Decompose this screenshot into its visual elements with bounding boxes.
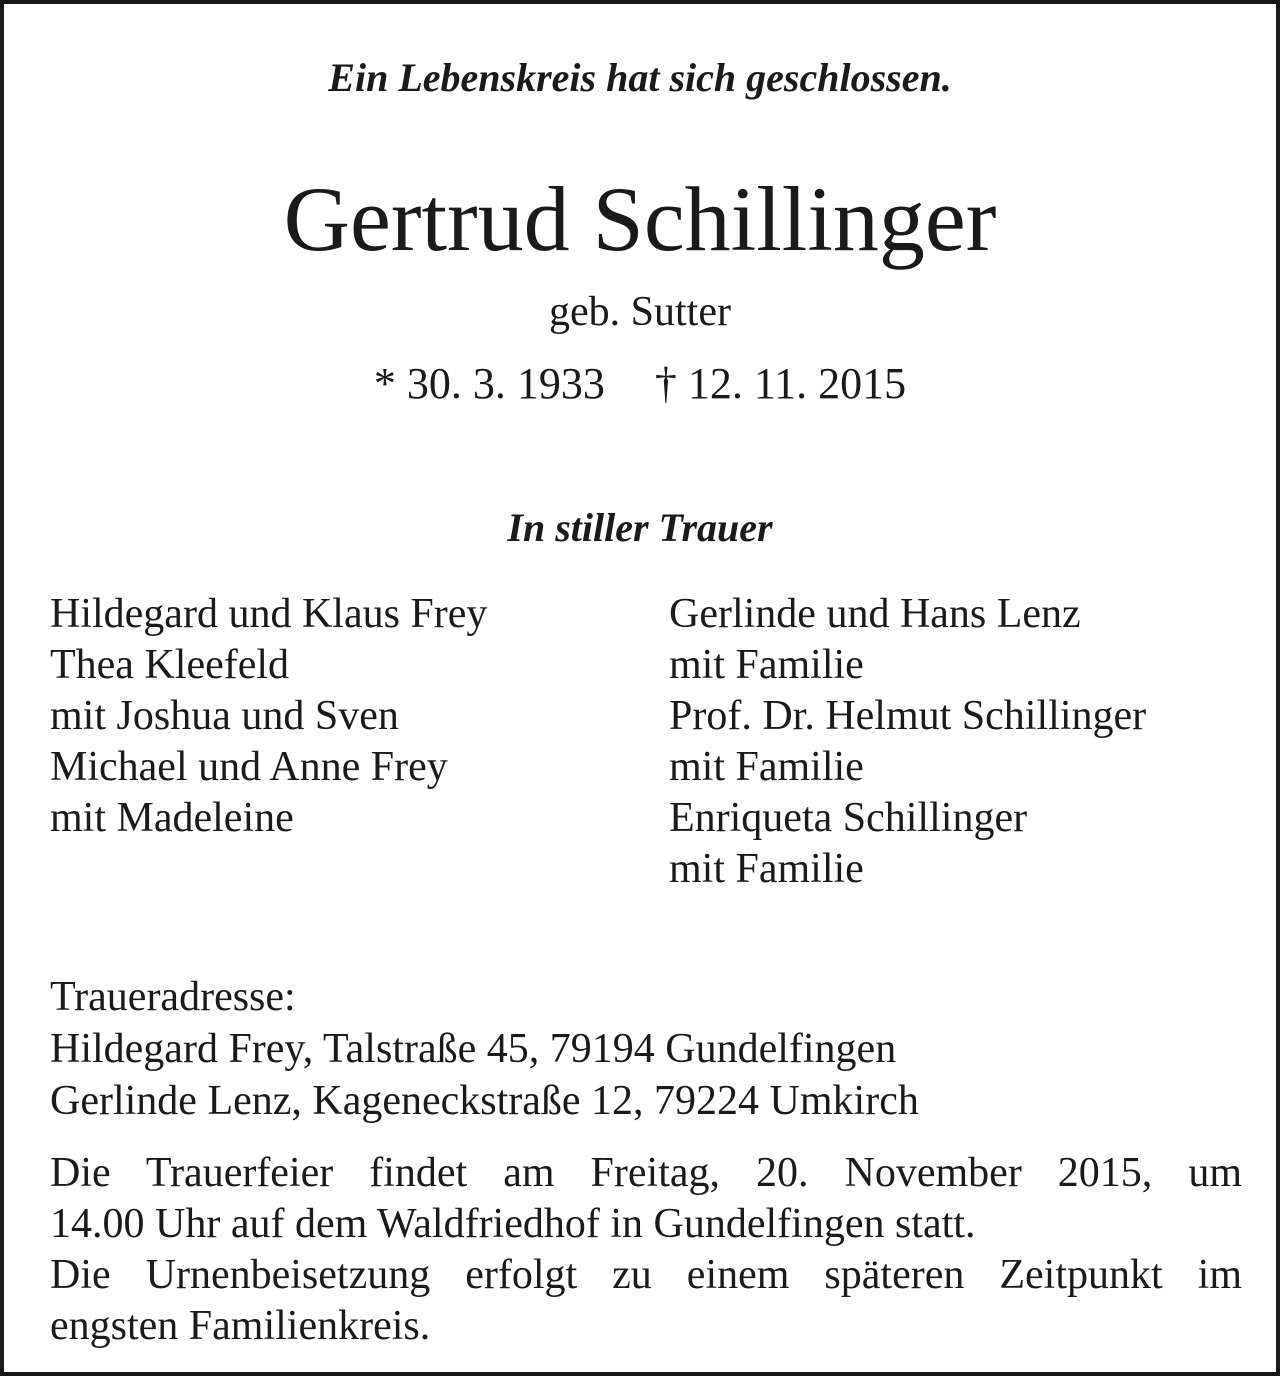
mourner-line: mit Familie — [669, 642, 864, 688]
mourner-line: mit Familie — [669, 846, 864, 892]
mourner-line: Enriqueta Schillinger — [669, 795, 1028, 841]
death-date: † 12. 11. 2015 — [654, 359, 907, 408]
mourner-line: Thea Kleefeld — [50, 642, 290, 688]
ceremony-line: engsten Familienkreis. — [50, 1303, 431, 1349]
ceremony-line: Die Trauerfeier findet am Freitag, 20. November 2015, um — [50, 1150, 1242, 1196]
address-line: Gerlinde Lenz, Kageneckstraße 12, 79224 Umkirch — [50, 1078, 919, 1124]
ceremony-info — [50, 1148, 1242, 1352]
address-line: Hildegard Frey, Talstraße 45, 79194 Gundelfingen — [50, 1026, 897, 1072]
motto: Ein Lebenskreis hat sich geschlossen. — [328, 55, 952, 100]
mourner-line: mit Familie — [669, 744, 864, 790]
mourner-line: mit Joshua und Sven — [50, 693, 399, 739]
mourner-line: Prof. Dr. Helmut Schillinger — [669, 693, 1147, 739]
ceremony-line: Die Urnenbeisetzung erfolgt zu einem späteren Zeitpunkt im — [50, 1252, 1242, 1298]
mourner-line: Michael und Anne Frey — [50, 744, 448, 790]
mourner-line: Gerlinde und Hans Lenz — [669, 591, 1081, 637]
mourners-right-column — [669, 589, 1146, 895]
life-dates — [4, 358, 1276, 409]
ceremony-line: 14.00 Uhr auf dem Waldfriedhof in Gundelfingen statt. — [50, 1201, 976, 1247]
mourning-heading: In stiller Trauer — [507, 505, 773, 550]
birth-name: geb. Sutter — [549, 289, 731, 335]
mourning-address — [50, 971, 919, 1127]
birth-date: * 30. 3. 1933 — [373, 359, 605, 408]
mourner-line: Hildegard und Klaus Frey — [50, 591, 488, 637]
mourners-left-column — [50, 589, 487, 844]
mourner-line: mit Madeleine — [50, 795, 294, 841]
deceased-name: Gertrud Schillinger — [283, 168, 997, 270]
address-label: Traueradresse: — [50, 974, 296, 1020]
